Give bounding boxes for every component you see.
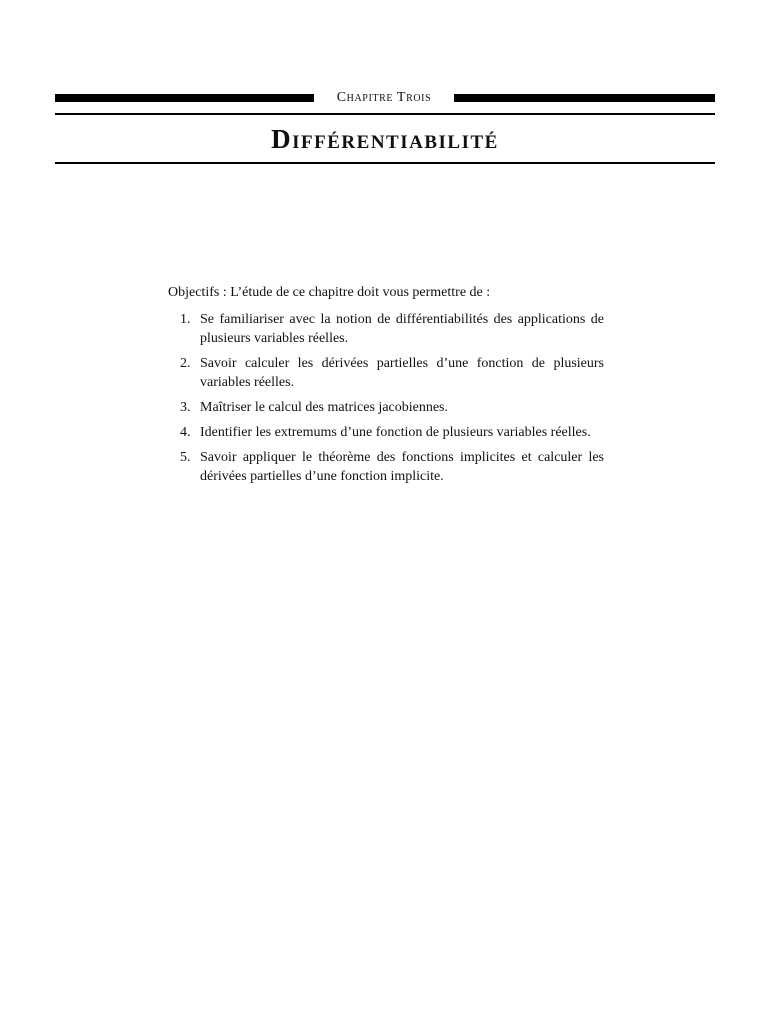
objective-text: Savoir calculer les dérivées partielles d’une fonction de plusieurs variables réelles.: [200, 356, 604, 390]
objective-text: Se familiariser avec la notion de différentiabilités des applications de plusieurs variables réelles.: [200, 312, 604, 346]
objectives-list: [168, 310, 604, 486]
objective-item: [168, 423, 604, 442]
objective-number: 5.: [180, 450, 191, 465]
objectives-section: [168, 283, 604, 492]
objective-item: [168, 310, 604, 348]
objective-item: [168, 354, 604, 392]
chapter-title: Différentiabilité: [271, 124, 499, 154]
objective-number: 1.: [180, 312, 191, 327]
objective-text: Savoir appliquer le théorème des fonctions implicites et calculer les dérivées partielles d’une fonction implicite.: [200, 450, 604, 484]
chapter-bar-right: [454, 94, 715, 102]
objective-number: 4.: [180, 425, 191, 440]
title-rule-bottom: [55, 162, 715, 164]
objective-number: 2.: [180, 356, 191, 371]
objective-item: [168, 448, 604, 486]
objective-item: [168, 398, 604, 417]
title-rule-top: [55, 113, 715, 115]
chapter-header-band: [55, 88, 715, 108]
chapter-bar-left: [55, 94, 314, 102]
objective-number: 3.: [180, 400, 191, 415]
objectives-intro: Objectifs : L’étude de ce chapitre doit vous permettre de :: [168, 285, 491, 300]
chapter-label: Chapitre Trois: [336, 90, 432, 105]
objective-text: Identifier les extremums d’une fonction de plusieurs variables réelles.: [200, 425, 591, 440]
objective-text: Maîtriser le calcul des matrices jacobiennes.: [200, 400, 449, 415]
